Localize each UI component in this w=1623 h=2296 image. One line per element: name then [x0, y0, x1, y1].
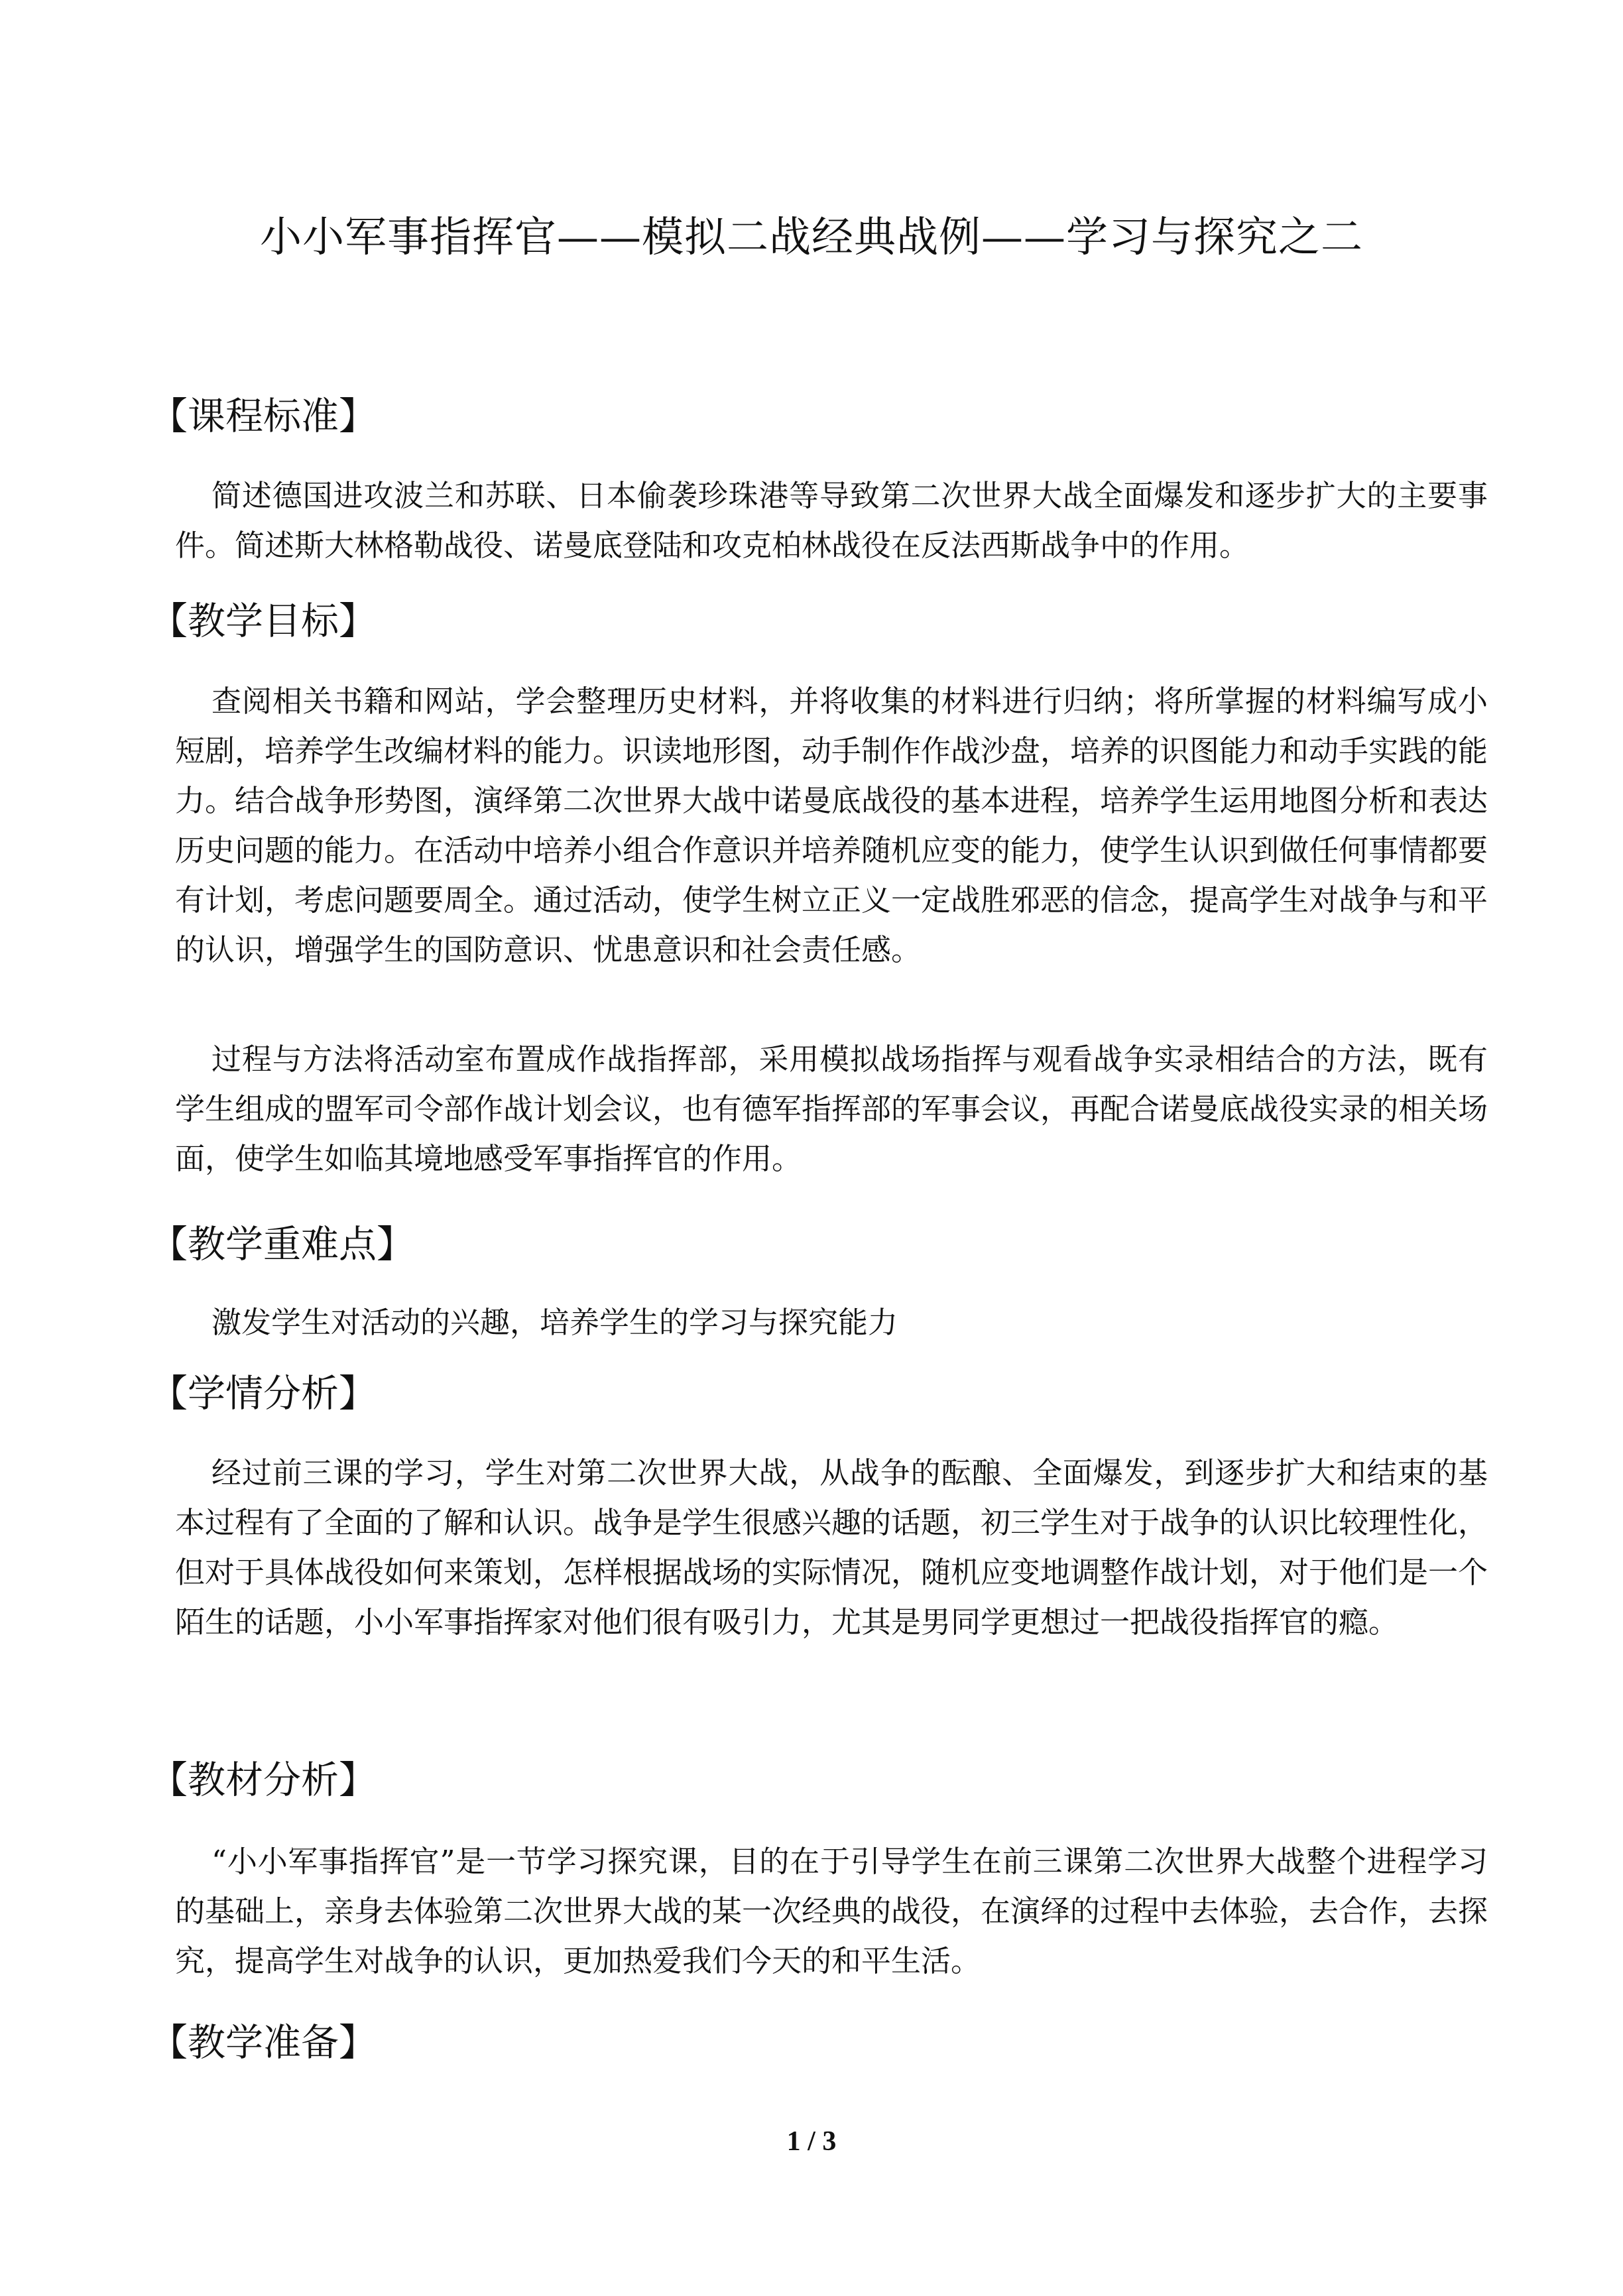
- section-heading-key-points: 【教学重难点】: [150, 1223, 414, 1266]
- section-heading-preparation: 【教学准备】: [150, 2021, 377, 2065]
- paragraph-student-analysis: 经过前三课的学习，学生对第二次世界大战，从战争的酝酿、全面爆发，到逐步扩大和结束的基本过程有了全面的了解和认识。战争是学生很感兴趣的话题，初三学生对于战争的认识比较理性化，但对于具体战役如何来策划，怎样根据战场的实际情况，随机应变地调整作战计划，对于他们是一个陌生的话题，小小军事指挥家对他们很有吸引力，尤其是男同学更想过一把战役指挥官的瘾。: [175, 1455, 1488, 1640]
- page-number: 1 / 3: [786, 2126, 837, 2157]
- document-title: 小小军事指挥官——模拟二战经典战例——学习与探究之二: [260, 213, 1363, 261]
- paragraph-key-points: 激发学生对活动的兴趣，培养学生的学习与探究能力: [211, 1305, 898, 1340]
- section-heading-objectives: 【教学目标】: [150, 599, 377, 643]
- paragraph-curriculum: 简述德国进攻波兰和苏联、日本偷袭珍珠港等导致第二次世界大战全面爆发和逐步扩大的主要事件。简述斯大林格勒战役、诺曼底登陆和攻克柏林战役在反法西斯战争中的作用。: [175, 478, 1488, 563]
- paragraph-objectives-1: 查阅相关书籍和网站，学会整理历史材料，并将收集的材料进行归纳；将所掌握的材料编写成小短剧，培养学生改编材料的能力。识读地形图，动手制作作战沙盘，培养的识图能力和动手实践的能力。结合战争形势图，演绎第二次世界大战中诺曼底战役的基本进程，培养学生运用地图分析和表达历史问题的能力。在活动中培养小组合作意识并培养随机应变的能力，使学生认识到做任何事情都要有计划，考虑问题要周全。通过活动，使学生树立正义一定战胜邪恶的信念，提高学生对战争与和平的认识，增强学生的国防意识、忧患意识和社会责任感。: [175, 684, 1488, 967]
- section-heading-curriculum: 【课程标准】: [150, 394, 377, 438]
- paragraph-material-analysis: “小小军事指挥官”是一节学习探究课，目的在于引导学生在前三课第二次世界大战整个进程学习的基础上，亲身去体验第二次世界大战的某一次经典的战役，在演绎的过程中去体验，去合作，去探究，提高学生对战争的认识，更加热爱我们今天的和平生活。: [175, 1844, 1488, 1978]
- section-heading-student-analysis: 【学情分析】: [150, 1372, 377, 1416]
- paragraph-objectives-2: 过程与方法将活动室布置成作战指挥部，采用模拟战场指挥与观看战争实录相结合的方法，既有学生组成的盟军司令部作战计划会议，也有德军指挥部的军事会议，再配合诺曼底战役实录的相关场面，使学生如临其境地感受军事指挥官的作用。: [175, 1042, 1488, 1176]
- section-heading-material-analysis: 【教材分析】: [150, 1758, 377, 1802]
